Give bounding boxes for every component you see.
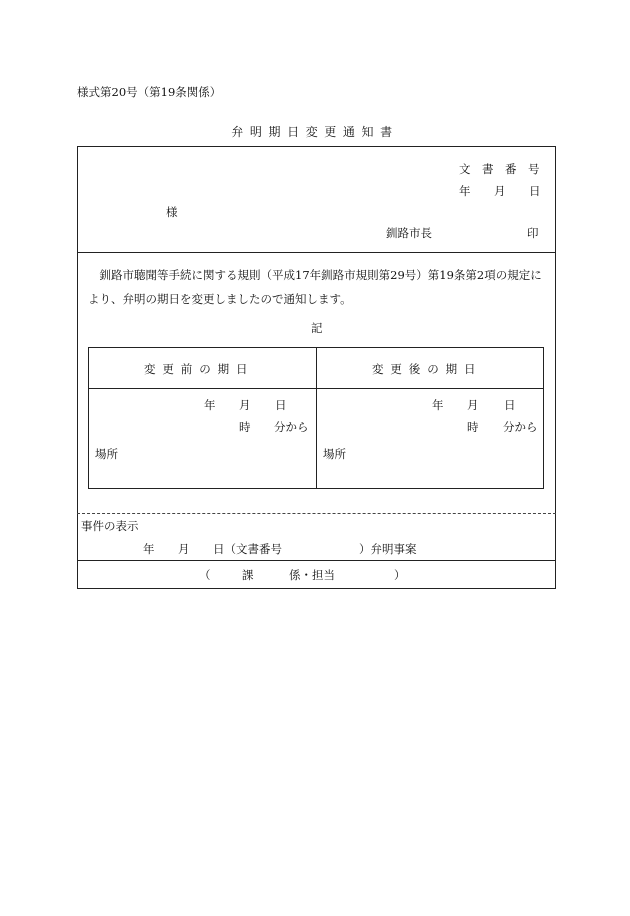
case-month: 月 xyxy=(178,542,190,556)
contact-divider xyxy=(77,560,556,561)
after-hour: 時 xyxy=(467,420,479,434)
before-hour: 時 xyxy=(239,420,251,434)
header-date-month: 月 xyxy=(494,184,506,198)
doc-number-label: 文 書 番 号 xyxy=(459,162,540,176)
issuer-name: 釧路市長 xyxy=(386,226,432,240)
case-divider xyxy=(77,513,556,514)
before-place: 場所 xyxy=(95,447,118,461)
header-date-day: 日 xyxy=(529,184,541,198)
after-place: 場所 xyxy=(323,447,346,461)
after-minute: 分から xyxy=(503,420,538,434)
case-label: 事件の表示 xyxy=(81,519,139,533)
seal-mark: 印 xyxy=(527,226,539,240)
after-date-header: 変更後の期日 xyxy=(372,362,483,376)
contact-close: ） xyxy=(394,568,406,582)
contact-dept: 課 xyxy=(242,568,254,582)
table-column-divider xyxy=(316,347,317,489)
case-day-doc: 日（文書番号 xyxy=(213,542,282,556)
header-date-year: 年 xyxy=(459,184,471,198)
case-year: 年 xyxy=(143,542,155,556)
header-divider xyxy=(77,252,556,253)
document-title: 弁明期日変更通知書 xyxy=(231,125,399,139)
ki-label: 記 xyxy=(311,321,323,335)
after-day: 日 xyxy=(504,398,516,412)
after-year: 年 xyxy=(432,398,444,412)
before-year: 年 xyxy=(204,398,216,412)
before-minute: 分から xyxy=(274,420,309,434)
contact-open: （ xyxy=(199,568,211,582)
case-suffix: ）弁明事案 xyxy=(359,542,417,556)
contact-staff: 係・担当 xyxy=(289,568,335,582)
notice-body-text: 釧路市聴聞等手続に関する規則（平成17年釧路市規則第29号）第19条第2項の規定により、弁明の期日を変更しましたので通知します。 xyxy=(88,268,542,306)
before-day: 日 xyxy=(275,398,287,412)
addressee-suffix: 様 xyxy=(166,205,178,219)
before-month: 月 xyxy=(239,398,251,412)
after-month: 月 xyxy=(467,398,479,412)
form-number-label: 様式第20号（第19条関係） xyxy=(77,85,222,99)
before-date-header: 変更前の期日 xyxy=(144,362,255,376)
